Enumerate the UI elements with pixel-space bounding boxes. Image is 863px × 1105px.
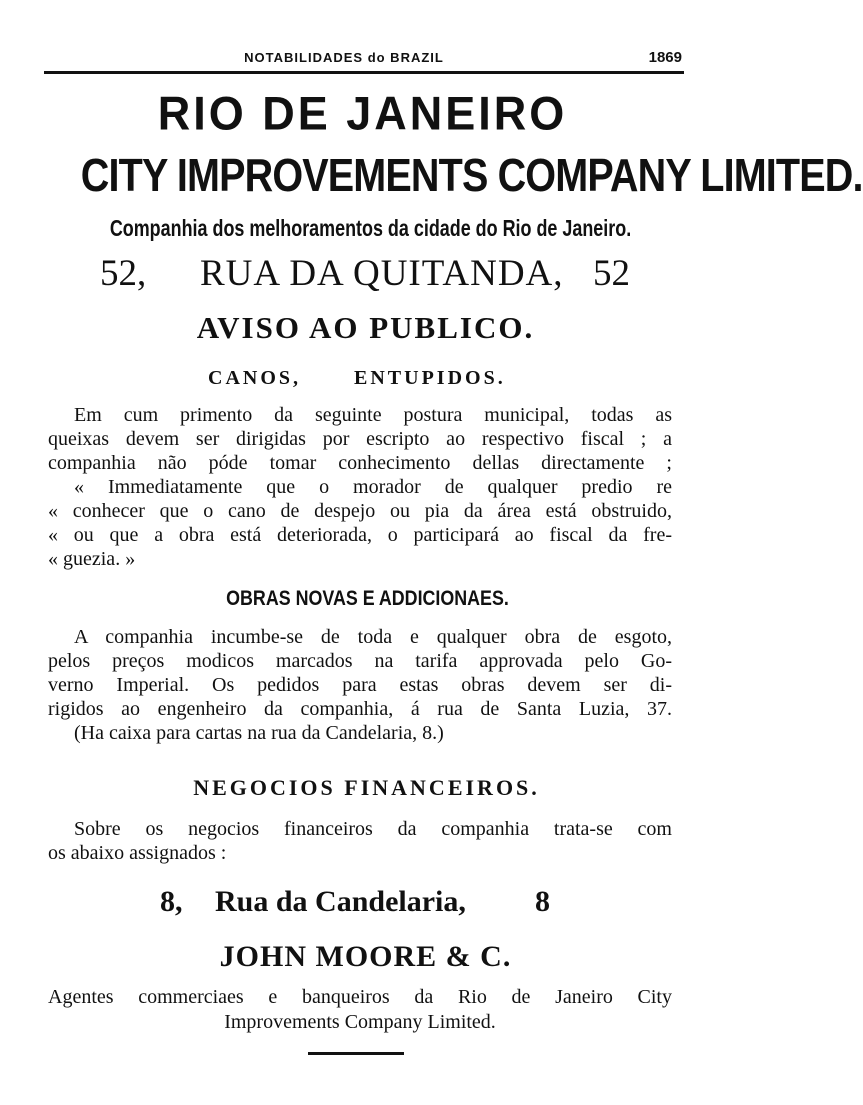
heading-address [100, 252, 630, 296]
footer-rule [308, 1052, 404, 1055]
text-line: (Ha caixa para cartas na rua da Candelaria, 8.) [74, 722, 444, 744]
text-line: verno Imperial. Os pedidos para estas obras devem ser di- [48, 674, 672, 696]
agents-paragraph [48, 985, 672, 1035]
running-header-title: NOTABILIDADES do BRAZIL [244, 50, 444, 65]
text-line: os abaixo assignados : [48, 842, 227, 864]
text-line: « guezia. » [48, 548, 136, 570]
aviso-subhead-canos: CANOS, [208, 367, 302, 389]
address-street: RUA DA QUITANDA, [200, 253, 564, 294]
text-line: Improvements Company Limited. [224, 1011, 496, 1033]
aviso-subhead-entupidos: ENTUPIDOS. [354, 367, 506, 389]
heading-company-name: CITY IMPROVEMENTS COMPANY LIMITED. [80, 149, 863, 201]
aviso-subheads [178, 367, 538, 395]
text-line: « conhecer que o cano de despejo ou pia da área está obstruido, [48, 500, 672, 522]
aviso-paragraph [48, 403, 672, 571]
text-line: queixas devem ser dirigidas por escripto ao respectivo fiscal ; a [48, 428, 672, 450]
text-line: rigidos ao engenheiro da companhia, á rua de Santa Luzia, 37. [48, 698, 672, 720]
negocios-paragraph [48, 817, 672, 865]
obras-paragraph [48, 625, 672, 745]
text-line: pelos preços modicos marcados na tarifa approvada pelo Go- [48, 650, 672, 672]
text-line: Sobre os negocios financeiros da companhia trata-se com [74, 818, 672, 840]
heading-subtitle: Companhia dos melhoramentos da cidade do Rio de Janeiro. [109, 215, 632, 241]
text-line: « ou que a obra está deteriorada, o participará ao fiscal da fre- [48, 524, 672, 546]
negocios-title: NEGOCIOS FINANCEIROS. [193, 775, 540, 800]
text-line: companhia não póde tomar conhecimento dellas directamente ; [48, 452, 672, 474]
obras-title: OBRAS NOVAS E ADDICIONAES. [226, 587, 509, 610]
contact-number-left: 8, [160, 885, 183, 918]
heading-rio-de-janeiro: RIO DE JANEIRO [157, 86, 568, 141]
running-header-year: 1869 [648, 49, 682, 66]
aviso-title: AVISO AO PUBLICO. [196, 310, 535, 345]
contact-street: Rua da Candelaria, [215, 885, 466, 918]
address-number-right: 52 [593, 253, 630, 294]
contact-firm: JOHN MOORE & C. [219, 940, 512, 973]
text-line: Agentes commerciaes e banqueiros da Rio de Janeiro City [48, 986, 672, 1008]
address-number-left: 52, [100, 253, 147, 294]
header-rule [44, 71, 684, 74]
text-line: A companhia incumbe-se de toda e qualquer obra de esgoto, [74, 626, 672, 648]
contact-address [160, 885, 550, 925]
text-line: « Immediatamente que o morador de qualquer predio re [74, 476, 672, 498]
text-line: Em cum primento da seguinte postura municipal, todas as [74, 404, 672, 426]
contact-number-right: 8 [535, 885, 550, 918]
running-header [44, 50, 684, 70]
